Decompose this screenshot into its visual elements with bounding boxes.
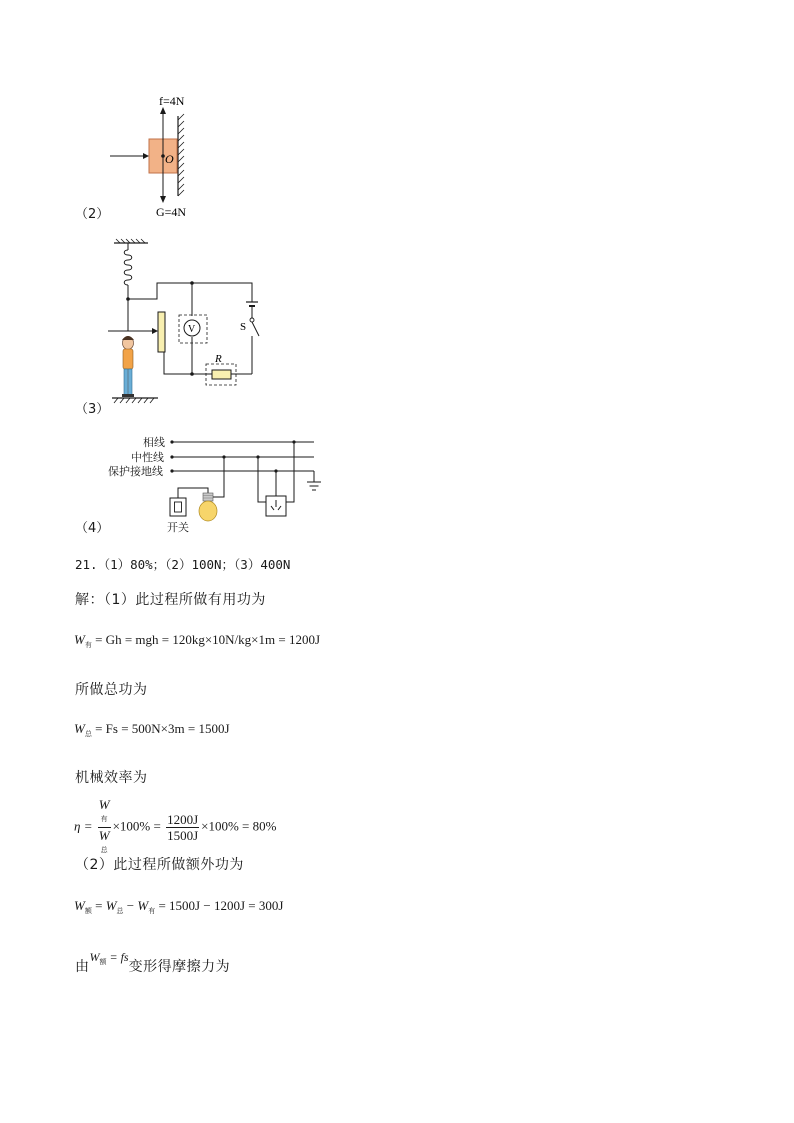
live-wire-label: 相线	[143, 436, 165, 449]
voltmeter-label: V	[188, 324, 196, 335]
friction-line: 由$^{W_额 = fs}$变形得摩擦力为	[75, 950, 231, 975]
extra-work-formula: $W_额 = W_总 - W_有 = 1500J - 1200J = 300J$	[74, 898, 284, 915]
household-wiring	[100, 432, 330, 537]
switch-pivot	[250, 318, 254, 322]
boy-figure	[122, 336, 134, 397]
wall-hatch	[178, 114, 184, 196]
switch-label: S	[240, 321, 247, 333]
extra-work-text: （2）此过程所做额外功为	[75, 857, 244, 873]
bottom-force-label: G=4N	[156, 205, 187, 219]
neutral-wire-label: 中性线	[131, 451, 164, 464]
total-work-formula: $W_总 = Fs = 500N\times 3m = 1500J$	[74, 721, 230, 738]
resistor	[212, 370, 231, 379]
efficiency-text: 机械效率为	[75, 770, 148, 786]
figure-3	[100, 236, 270, 411]
height-meter-circuit	[100, 236, 270, 411]
figure-3-label: （3）	[75, 402, 110, 417]
figure-2-label: （2）	[75, 207, 110, 222]
total-work-text: 所做总功为	[75, 682, 148, 698]
resistor-label: R	[215, 353, 222, 365]
figure-4-label: （4）	[75, 521, 110, 536]
top-force-label: f=4N	[159, 94, 185, 108]
wall-switch	[170, 498, 186, 516]
efficiency-formula: η = W 有 W 总 ×100% = $\frac{1200J}{1500J}$ ×100% = 80%	[74, 797, 276, 858]
ground-wire-label: 保护接地线	[108, 465, 163, 478]
slider-rheostat	[158, 312, 165, 352]
spring	[124, 250, 132, 285]
point-o-label: O	[165, 152, 174, 166]
q21-answer-line: 21.（1）80%；（2）100N；（3）400N	[75, 557, 291, 572]
figure-4	[100, 432, 330, 537]
useful-work-formula: $W_有 = Gh$ = mgh = 120kg×10N/kg×1m = 1200J	[74, 632, 321, 649]
switch-text-label: 开关	[167, 521, 189, 534]
switch-blade	[252, 322, 259, 336]
solution-intro: 解：（1）此过程所做有用功为	[75, 592, 266, 608]
fraction-values: $\frac{1200J}{1500J}$	[167, 812, 199, 843]
fraction-useful-total: W 有 W 总	[98, 797, 110, 854]
